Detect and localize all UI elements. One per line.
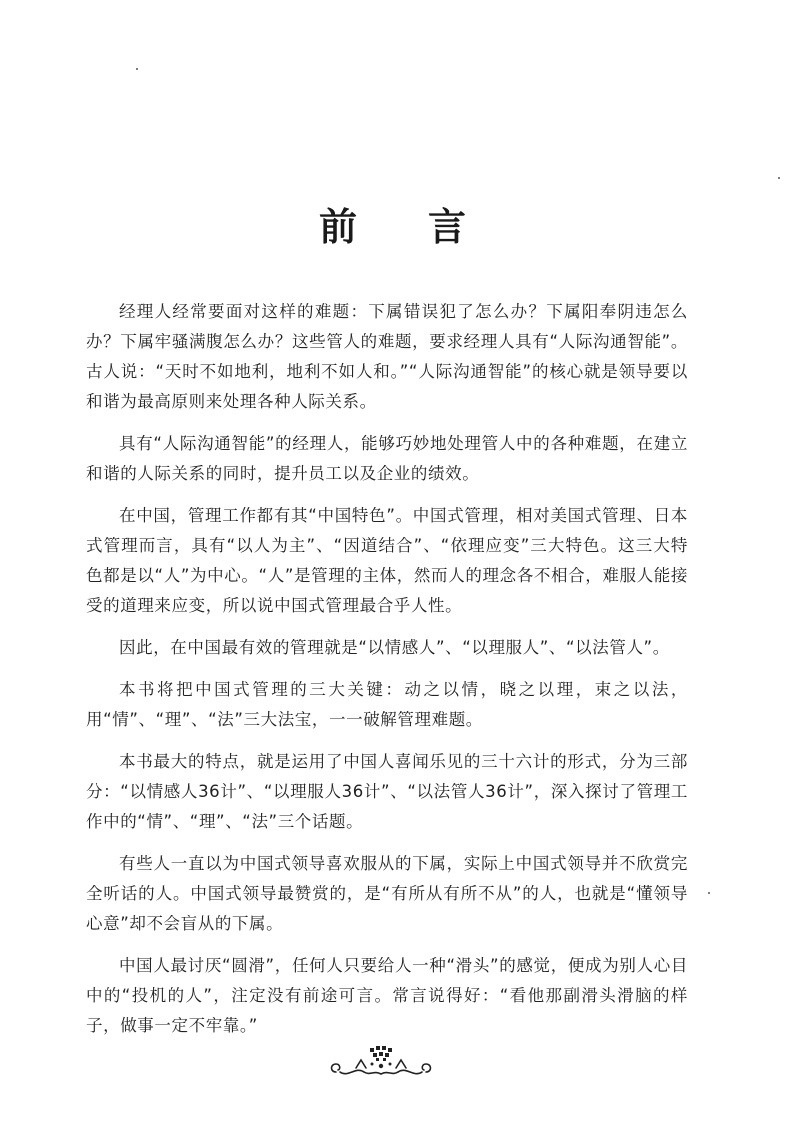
decorative-ornament-icon — [326, 1044, 436, 1084]
paragraph-8: 中国人最讨厌“圆滑”，任何人只要给人一种“滑头”的感觉，便成为别人心目中的“投机的人”，注定没有前途可言。常言说得好：“看他那副滑头滑脑的样子，做事一定不牢靠。” — [86, 956, 688, 1035]
scan-speck — [136, 68, 138, 70]
paragraph-4: 因此，在中国最有效的管理就是“以情感人”、“以理服人”、“以法管人”。 — [119, 638, 670, 657]
paragraph-6: 本书最大的特点，就是运用了中国人喜闻乐见的三十六计的形式，分为三部分：“以情感人36计”、“以理服人36计”、“以法管人36计”，深入探讨了管理工作中的“情”、“理”、“法”三个话题。 — [86, 752, 688, 831]
title-char-2: 言 — [428, 204, 468, 249]
scan-speck — [708, 892, 710, 894]
scan-speck — [778, 177, 780, 179]
paragraph-5: 本书将把中国式管理的三大关键：动之以情，晓之以理，束之以法，用“情”、“理”、“法”三大法宝，一一破解管理难题。 — [86, 680, 688, 729]
title-char-1: 前 — [318, 204, 358, 249]
page-title — [0, 196, 786, 251]
paragraph-3: 在中国，管理工作都有其“中国特色”。中国式管理，相对美国式管理、日本式管理而言，具有“以人为主”、“因道结合”、“依理应变”三大特色。这三大特色都是以“人”为中心。“人”是管理的主体，然而人的理念各不相合，难服人能接受的道理来应变，所以说中国式管理最合乎人性。 — [86, 506, 688, 615]
preface-body — [86, 297, 688, 1053]
paragraph-7: 有些人一直以为中国式领导喜欢服从的下属，实际上中国式领导并不欣赏完全听话的人。中国式领导最赞赏的，是“有所从有所不从”的人，也就是“懂领导心意”却不会盲从的下属。 — [86, 854, 688, 933]
paragraph-1: 经理人经常要面对这样的难题：下属错误犯了怎么办？下属阳奉阴违怎么办？下属牢骚满腹怎么办？这些管人的难题，要求经理人具有“人际沟通智能”。古人说：“天时不如地利，地利不如人和。”“人际沟通智能”的核心就是领导要以和谐为最高原则来处理各种人际关系。 — [86, 302, 688, 411]
paragraph-2: 具有“人际沟通智能”的经理人，能够巧妙地处理管人中的各种难题，在建立和谐的人际关系的同时，提升员工以及企业的绩效。 — [86, 434, 688, 483]
